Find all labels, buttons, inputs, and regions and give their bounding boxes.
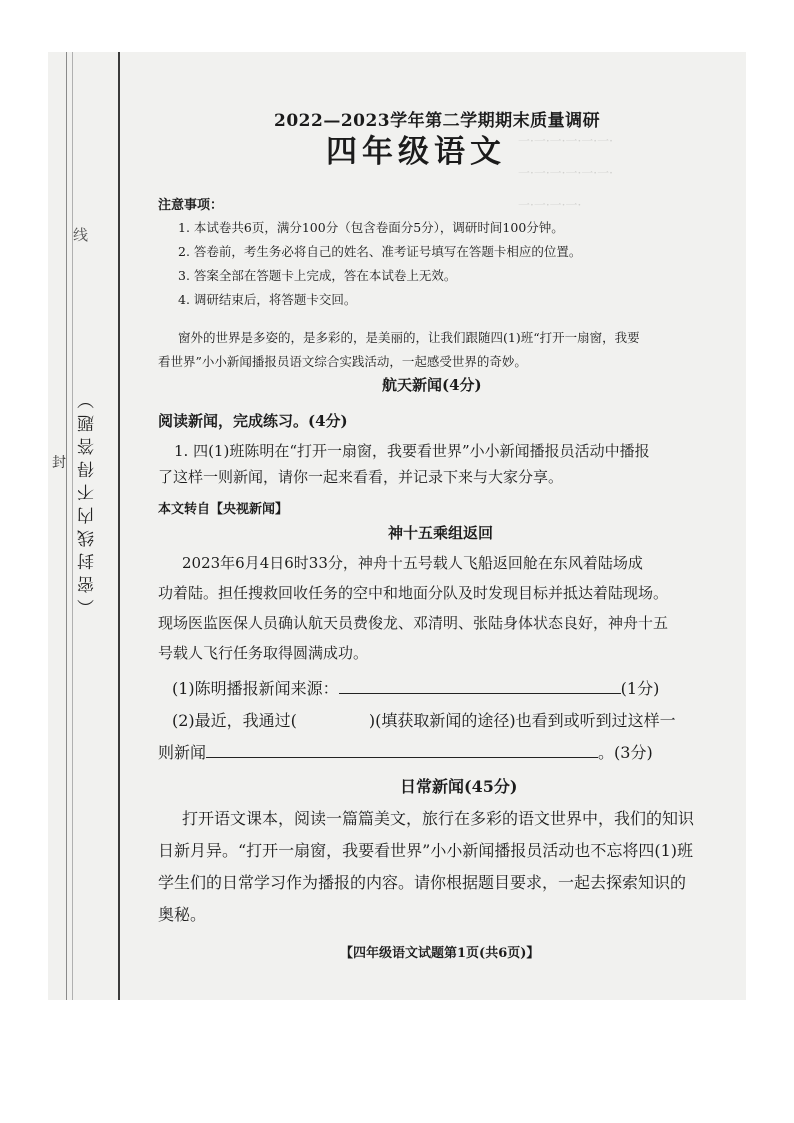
daily-news-paragraph: 奥秘。 (158, 905, 207, 924)
intro-text: 看世界”小小新闻播报员语文综合实践活动，一起感受世界的奇妙。 (158, 354, 527, 369)
bleed-through: 一·一·一·一·一·一· (518, 166, 613, 180)
question-1-2-text-c: 则新闻 (158, 743, 207, 762)
answer-blank-news[interactable] (206, 743, 598, 758)
bleed-through: 一·一·一·一·一·一· (518, 134, 613, 148)
news-source-line: 本文转自【央视新闻】 (158, 502, 289, 517)
question-1-1-score: (1分) (620, 679, 660, 698)
exam-main-title: 四年级语文 (326, 134, 506, 170)
exam-year-title: 2022—2023学年第二学期期末质量调研 (274, 111, 601, 131)
question-1-text: 了这样一则新闻，请你一起来看看，并记录下来与大家分享。 (158, 468, 564, 486)
notice-title: 注意事项： (158, 198, 224, 213)
news-paragraph: 现场医监医保人员确认航天员费俊龙、邓清明、张陆身体状态良好，神舟十五 (158, 614, 669, 632)
exam-page (48, 52, 746, 1000)
section-title-space-news: 航天新闻(4分) (382, 376, 482, 394)
question-1-2-cont (158, 740, 653, 763)
intro-text: 窗外的世界是多姿的，是多彩的，是美丽的，让我们跟随四(1)班“打开一扇窗，我要 (178, 330, 640, 345)
binding-line-inner (72, 52, 73, 1000)
news-paragraph: 2023年6月4日6时33分，神舟十五号载人飞船返回舱在东风着陆场成 (182, 554, 643, 572)
notice-item: 1. 本试卷共6页，满分100分（包含卷面分5分），调研时间100分钟。 (178, 220, 564, 235)
question-1-1 (172, 676, 659, 699)
daily-news-paragraph: 学生们的日常学习作为播报的内容。请你根据题目要求，一起去探索知识的 (158, 873, 687, 892)
question-1-1-label: (1)陈明播报新闻来源： (172, 679, 339, 698)
daily-news-paragraph: 打开语文课本，阅读一篇篇美文，旅行在多彩的语文世界中，我们的知识 (182, 809, 695, 828)
binding-label-feng: 封 (52, 455, 66, 471)
notice-item: 4. 调研结束后，将答题卡交回。 (178, 292, 357, 307)
news-paragraph: 号载人飞行任务取得圆满成功。 (158, 644, 369, 662)
section-title-daily-news: 日常新闻(45分) (400, 777, 518, 796)
notice-item: 2. 答卷前，考生务必将自己的姓名、准考证号填写在答题卡相应的位置。 (178, 244, 582, 259)
news-headline: 神十五乘组返回 (388, 524, 494, 542)
bleed-through: 一·一·一·一· (518, 198, 582, 212)
binding-note: （密封线内不得答题） (78, 386, 98, 616)
binding-line (66, 52, 67, 1000)
page-footer: 【四年级语文试题第1页(共6页)】 (340, 946, 540, 961)
binding-margin (48, 52, 120, 1000)
question-1-2-score: 。(3分) (598, 743, 653, 762)
news-paragraph: 功着陆。担任搜救回收任务的空中和地面分队及时发现目标并抵达着陆现场。 (158, 584, 669, 602)
question-1-2-text-b: )(填获取新闻的途径)也看到或听到过这样一 (368, 711, 676, 730)
binding-label-xian: 线 (73, 226, 89, 244)
question-1-text: 1. 四(1)班陈明在“打开一扇窗，我要看世界”小小新闻播报员活动中播报 (174, 442, 650, 460)
notice-item: 3. 答案全部在答题卡上完成，答在本试卷上无效。 (178, 268, 457, 283)
answer-blank-source[interactable] (339, 679, 621, 694)
question-1-2 (172, 708, 676, 731)
question-1-2-text-a: (2)最近，我通过( (172, 711, 297, 730)
daily-news-paragraph: 日新月异。“打开一扇窗，我要看世界”小小新闻播报员活动也不忘将四(1)班 (158, 841, 694, 860)
section-instruction: 阅读新闻，完成练习。(4分) (158, 412, 348, 430)
